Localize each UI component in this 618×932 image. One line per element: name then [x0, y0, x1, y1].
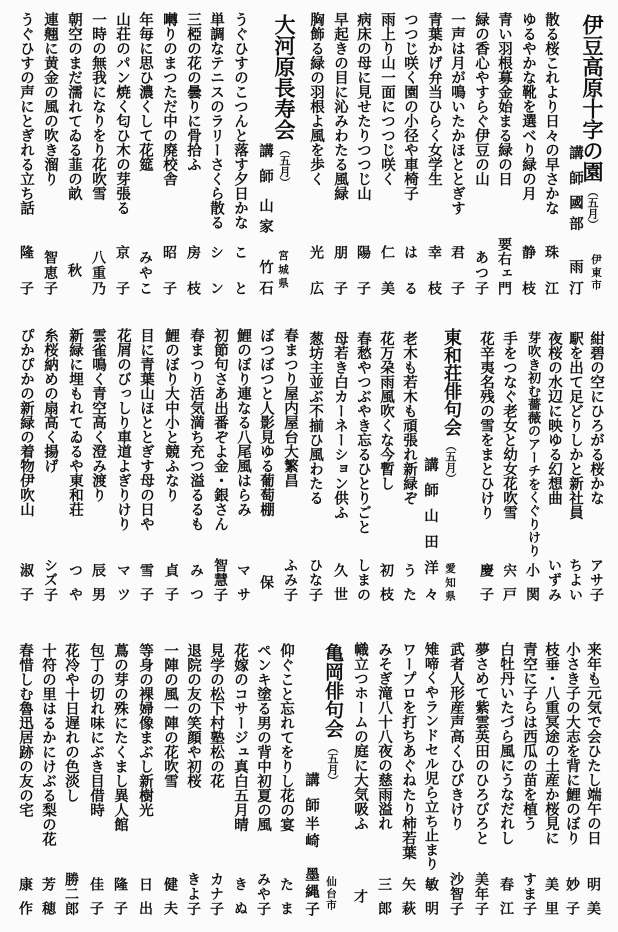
lecturer-label: 講師 — [303, 772, 319, 812]
haiku-author: 慶子 — [478, 563, 494, 601]
haiku-verse: 散る桜これより日々の早さかな — [543, 12, 559, 215]
haiku-author: うた — [401, 563, 417, 601]
haiku-verse: 葱坊主並ぶ不揃ひ風わたる — [307, 331, 323, 505]
haiku-verse: 青葉かげ弁当ひらく女学生 — [426, 12, 442, 186]
haiku-author: カナ子 — [208, 871, 224, 915]
haiku-verse: 糸桜納めの扇高く揚げ — [42, 328, 58, 473]
haiku-author: 康作 — [17, 877, 33, 915]
haiku-verse: 青い羽根募金始まる緑の日 — [496, 12, 512, 186]
haiku-verse: 雨上り山一面につつじ咲く — [379, 12, 395, 186]
haiku-verse: 朝空のまだ濡れてゐる韮の畝 — [66, 12, 82, 201]
haiku-author: 健夫 — [162, 877, 178, 915]
haiku-verse: 雉啼くやランドセル児ら立ち止まり — [423, 642, 439, 871]
haiku-verse: 武者人形産声高くひびきけり — [448, 642, 464, 831]
haiku-author: 房枝 — [185, 245, 201, 295]
haiku-author: 幸枝 — [426, 245, 442, 295]
haiku-author: 貞子 — [163, 563, 179, 601]
haiku-author: 隆子 — [112, 877, 128, 915]
haiku-verse: 母若き白カーネーション供ふ — [332, 331, 348, 520]
haiku-verse: 花万朶雨風吹くな今暫し — [378, 331, 394, 491]
haiku-author: 隆子 — [18, 245, 34, 295]
haiku-author: 陽子 — [355, 245, 371, 295]
haiku-verse: 花冷や十日遅れの色淡し — [63, 643, 79, 803]
haiku-author: 保 — [258, 575, 274, 589]
haiku-author: 芳穂 — [40, 877, 56, 915]
haiku-verse: ゆるやかな靴を選べり緑の月 — [520, 12, 536, 201]
section-title: 亀岡俳句会 — [322, 643, 344, 738]
haiku-author: 珠江 — [543, 245, 559, 295]
haiku-author: つや — [67, 563, 83, 601]
haiku-author: 辰男 — [90, 563, 106, 601]
haiku-verse: つつじ咲く園の小径や車椅子 — [402, 12, 418, 201]
haiku-verse: 胸飾る緑の羽根よ風を歩く — [308, 12, 324, 186]
haiku-verse: 春まつり屋内屋台大繁昌 — [282, 328, 298, 488]
haiku-verse: みそぎ滝八十八夜の慈雨溢れ — [376, 642, 392, 831]
haiku-author: マツ — [115, 563, 131, 601]
haiku-author: みやこ — [137, 250, 153, 295]
haiku-verse: ぼつぼつと人影見ゆる葡萄棚 — [258, 328, 274, 517]
lecturer-label: 講師 — [422, 457, 438, 497]
haiku-author: シン — [208, 245, 224, 295]
section-month: （五月） — [278, 144, 291, 188]
haiku-verse: 雲雀鳴く青空高く澄み渡り — [90, 328, 106, 502]
haiku-author: 勝二郎 — [63, 871, 79, 915]
haiku-verse: 青空に子らは西瓜の苗を植う — [521, 642, 537, 831]
haiku-verse: 鯉のぼり連なる八尾風はらみ — [235, 328, 251, 517]
haiku-verse: 手をつなぐ老女と幼女花吹雪 — [501, 331, 517, 520]
haiku-verse: 小さき子の大志を背に鯉のぼり — [564, 642, 580, 845]
haiku-author: 矢萩 — [400, 877, 416, 915]
haiku-author: ひな子 — [307, 557, 323, 601]
haiku-author: 智恵子 — [42, 250, 58, 295]
haiku-verse: 単調なテニスのラリーさくら散る — [208, 12, 224, 230]
haiku-verse: 花辛夷名残の雪をまとひけり — [478, 331, 494, 520]
haiku-verse: 仰ぐこと忘れてをりし花の宴 — [278, 643, 294, 832]
haiku-verse: 一陣の風一陣の花吹雪 — [162, 643, 178, 788]
haiku-verse: 夜桜の水辺に映ゆる幻想曲 — [546, 331, 562, 505]
haiku-author: ふみ子 — [282, 557, 298, 601]
haiku-author: たま — [278, 877, 294, 915]
haiku-verse: 三椏の花の曇りに骨拾ふ — [185, 12, 201, 172]
haiku-author: 妙子 — [564, 877, 580, 915]
haiku-author: 君子 — [449, 245, 465, 295]
haiku-author: 智慧子 — [212, 557, 228, 601]
haiku-author: 静枝 — [520, 245, 536, 295]
lecturer-name: 山家 竹石 — [257, 198, 273, 295]
haiku-verse: 目に青葉山ほととぎす母の日や — [138, 328, 154, 531]
haiku-author: 三郎 — [376, 877, 392, 915]
haiku-verse: 花嫁のコサージュ真白五月晴 — [232, 643, 248, 832]
haiku-verse: 囀りのまつただ中の廃校舎 — [161, 12, 177, 186]
haiku-verse: 枝垂・八重冥途の土産か桜見に — [543, 642, 559, 845]
haiku-author: いずみ — [546, 557, 562, 601]
haiku-verse: 病床の母に見せたりつつじ山 — [355, 12, 371, 201]
haiku-author: 美年子 — [473, 871, 489, 915]
haiku-verse: 白牡丹いたづら風にうなだれし — [498, 642, 514, 845]
haiku-verse: 春愁やつぶやき忘るひとりごと — [355, 331, 371, 534]
haiku-verse: 年毎に思ひ濃くして花筵 — [137, 12, 153, 172]
haiku-author: 朋子 — [332, 245, 348, 295]
haiku-author: 淑子 — [18, 563, 34, 601]
haiku-verse: 花屑のびっしり車道よぎりけり — [115, 328, 131, 531]
haiku-author: アサ子 — [588, 557, 604, 601]
haiku-author: 秋 — [66, 263, 82, 277]
haiku-verse: 連翹に黄金の風の吹き溜り — [42, 12, 58, 186]
haiku-author: 初枝 — [378, 563, 394, 601]
haiku-author: 美里 — [543, 877, 559, 915]
haiku-author: はる — [402, 245, 418, 295]
location-label: 宮城県 — [277, 250, 289, 288]
haiku-verse: 老木も若木も頑張れ新緑ぞ — [401, 331, 417, 505]
haiku-verse: 春惜しむ魯迅居跡の友の宅 — [17, 643, 33, 817]
haiku-verse: 芽吹き初む薔薇のアーチをくぐりけり — [525, 331, 540, 557]
haiku-verse: 退院の友の笑顔や初桜 — [185, 643, 201, 788]
haiku-verse: 蔦の芽の殊にたくまし異人館 — [112, 643, 128, 832]
haiku-verse: 見学の松下村塾松の花 — [208, 643, 224, 788]
haiku-verse: 緑の香心やすらぐ伊豆の山 — [473, 12, 489, 186]
haiku-author: すま子 — [521, 871, 537, 915]
haiku-author: きぬ — [232, 877, 248, 915]
haiku-author: みつ — [188, 563, 204, 601]
haiku-author: 宍戸 — [501, 563, 517, 601]
lecturer-name: 山田洋々 — [422, 508, 438, 601]
location-label: 仙台市 — [325, 876, 337, 910]
lecturer-name: 國部 雨汀 — [567, 195, 583, 295]
haiku-verse: 新緑に埋もれてゐるや東和荘 — [67, 328, 83, 517]
haiku-author: ちよい — [567, 557, 583, 601]
haiku-author: あつ子 — [473, 250, 489, 295]
haiku-verse: 鯉のぼり大中小と競ふなり — [163, 328, 179, 502]
lecturer-label: 講師 — [257, 143, 273, 183]
haiku-author: 八重乃 — [90, 250, 106, 295]
haiku-author: シズ子 — [42, 557, 58, 601]
location-label: 伊東市 — [590, 254, 602, 290]
haiku-verse: 幟立つホームの庭に大気吸ふ — [352, 642, 368, 831]
location-label: 愛知県 — [444, 563, 456, 601]
haiku-author: こと — [232, 245, 248, 295]
haiku-verse: 駅を出て足どりしかと新社員 — [567, 331, 583, 520]
haiku-verse: ぴかぴかの新緑の着物伊吹山 — [18, 328, 34, 517]
haiku-author: しまの — [355, 557, 371, 601]
haiku-author: 要右ェ門 — [496, 237, 512, 295]
haiku-verse: 山荘のパン焼く匂ひ木の芽張る — [114, 12, 130, 215]
section-title: 東和荘俳句会 — [441, 328, 462, 436]
haiku-author: きよ子 — [185, 871, 201, 915]
section-title: 大河原長寿会 — [272, 14, 296, 140]
haiku-author: 才 — [352, 889, 368, 903]
section-month: （五月） — [586, 186, 599, 230]
haiku-verse: 紺碧の空にひろがる桜かな — [588, 331, 604, 505]
haiku-verse: 一声は月が鳴いたかほととぎす — [449, 12, 465, 215]
haiku-verse: うぐひすの声にとぎれる立ち話 — [18, 12, 34, 215]
haiku-verse: 夢さめて紫雲英田のひろびろと — [473, 642, 489, 845]
haiku-verse: 等身の裸婦像まぶし新樹光 — [137, 643, 153, 817]
haiku-verse: ワープロを打ちあぐねたり柿若葉 — [400, 642, 416, 860]
haiku-verse: うぐひすのこつんと落す夕日かな — [232, 12, 248, 230]
haiku-author: 京子 — [114, 245, 130, 295]
haiku-verse: 早起きの目に沁みわたる風緑 — [332, 12, 348, 201]
haiku-author: マサ — [235, 563, 251, 601]
haiku-author: 佳子 — [88, 877, 104, 915]
section-month: （五月） — [326, 742, 339, 786]
haiku-author: みや子 — [255, 871, 271, 915]
lecturer-label: 講師 — [567, 145, 583, 185]
haiku-author: 光広 — [308, 245, 324, 295]
section-month: （五月） — [444, 440, 457, 484]
haiku-author: 沙智子 — [448, 871, 464, 915]
haiku-verse: 包丁の切れ味にぶき目借時 — [88, 643, 104, 817]
haiku-author: 敏明 — [423, 877, 439, 915]
lecturer-name: 半崎 墨縄子 — [303, 816, 319, 916]
haiku-author: 昭子 — [161, 245, 177, 295]
haiku-author: 春江 — [498, 877, 514, 915]
haiku-author: 雪子 — [138, 563, 154, 601]
haiku-verse: 来年も元気で会ひたし端午の日 — [585, 642, 601, 845]
haiku-verse: 十符の里はるかにけぶる梨の花 — [40, 643, 56, 846]
haiku-author: 久世 — [332, 563, 348, 601]
haiku-verse: 春まつり活気満ち充つ溢るるも — [188, 328, 204, 531]
haiku-author: 仁美 — [379, 245, 395, 295]
haiku-verse: 初節句さあ出番ぞよ金・銀さん — [212, 328, 228, 531]
haiku-author: 日出 — [137, 877, 153, 915]
haiku-verse: ペンキ塗る男の背中初夏の風 — [255, 643, 271, 832]
haiku-verse: 一時の無我になりをり花吹雪 — [90, 12, 106, 201]
haiku-author: 明美 — [585, 877, 601, 915]
section-title: 伊豆高原十字の園 — [580, 14, 604, 182]
haiku-author: 小関 — [524, 563, 540, 601]
